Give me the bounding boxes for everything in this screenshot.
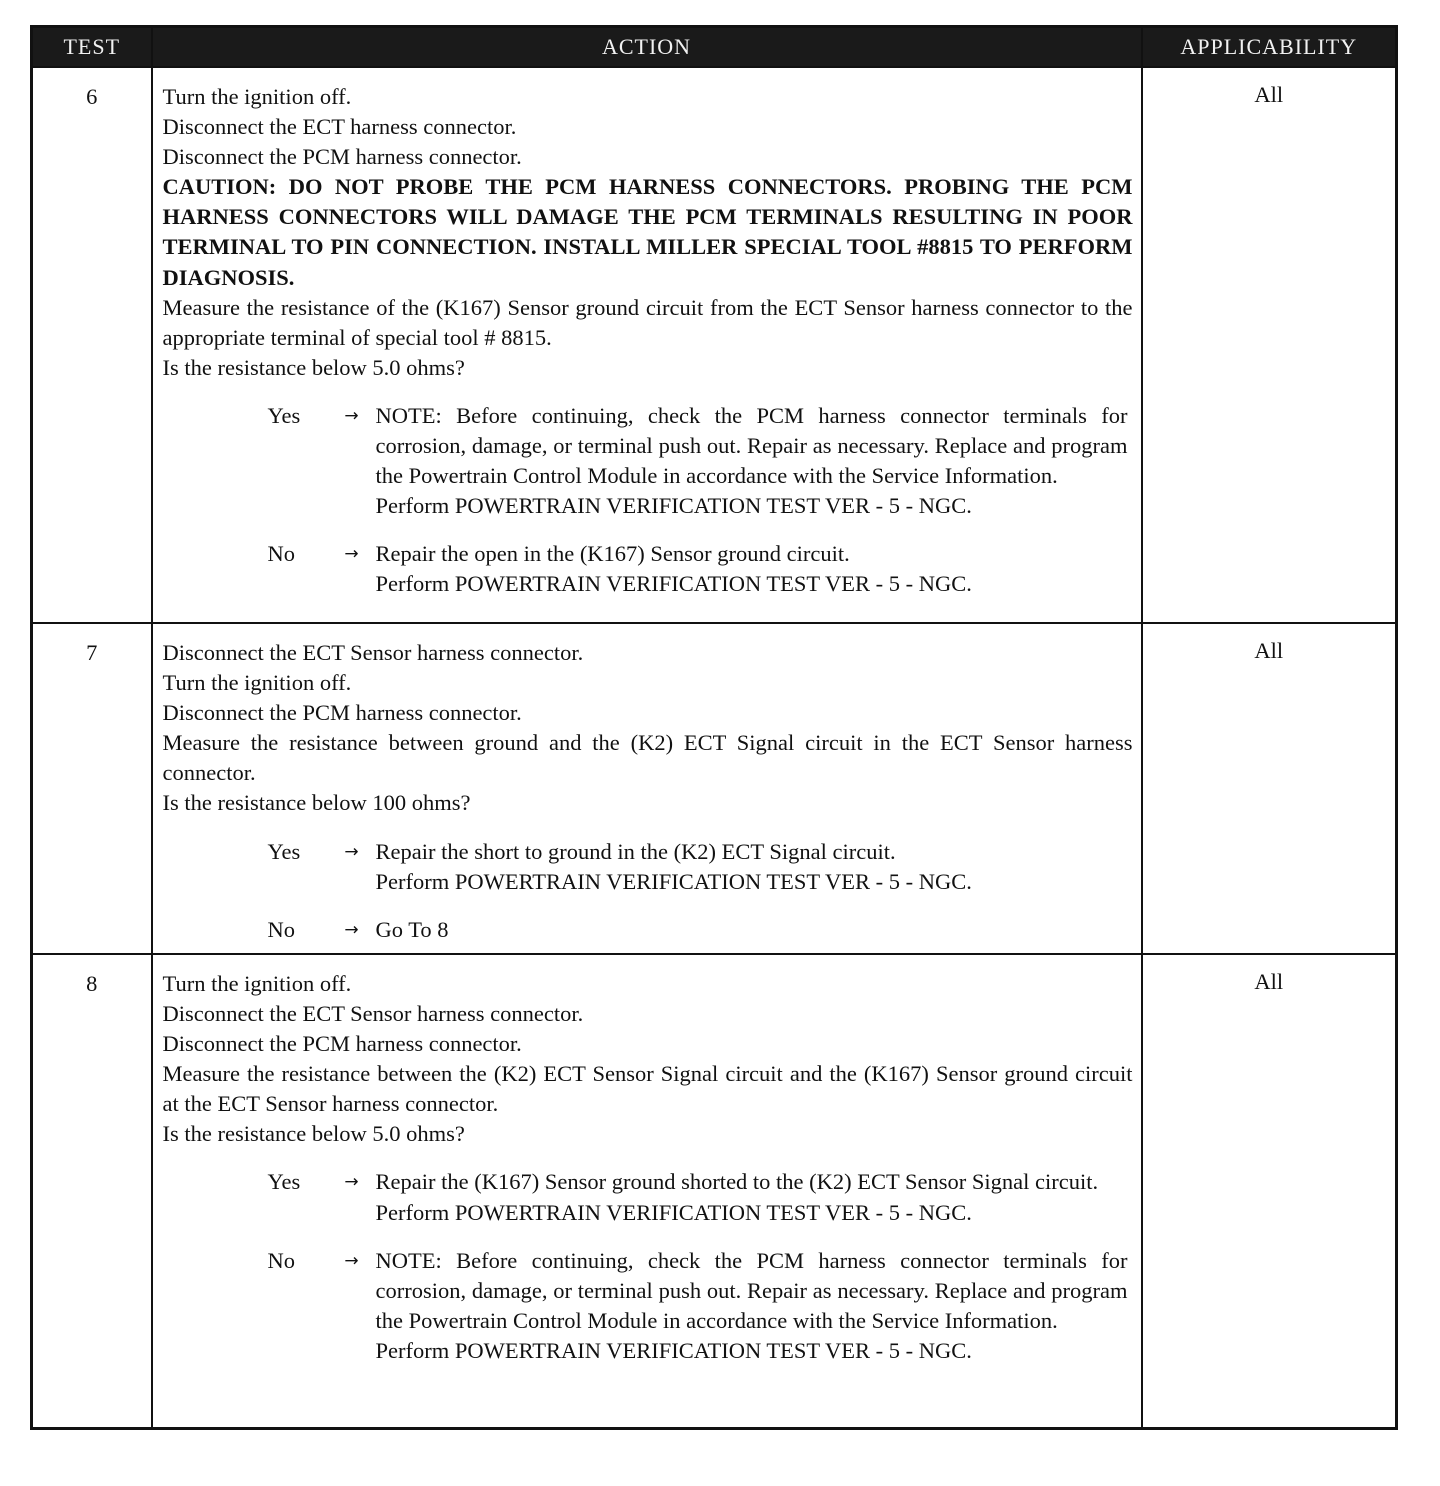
arrow-right-icon: → (344, 841, 359, 862)
arrow-right-icon: → (344, 405, 359, 426)
test-question: Is the resistance below 100 ohms? (162, 790, 471, 816)
result-label: Yes (267, 838, 301, 864)
action-step: Disconnect the PCM harness connector. (162, 144, 522, 170)
test-question: Is the resistance below 5.0 ohms? (162, 1121, 465, 1147)
result-text: NOTE: Before continuing, check the PCM harness connector terminals for corrosion, damage, or terminal push out. Repair as necessary. Replace and program the Powertrain Control Module in accordance with the Service Information. (375, 402, 1128, 489)
header-test: TEST (32, 27, 152, 68)
table-row-test-7 (32, 623, 1397, 954)
measure-instruction: Measure the resistance between the (K2) ECT Sensor Signal circuit and the (K167) Sensor ground circuit at the ECT Sensor harness connector. (162, 1061, 1133, 1117)
result-label: Yes (267, 402, 301, 428)
applicability-cell: All (1142, 954, 1397, 1429)
diagnostic-test-table-page (30, 25, 1395, 1430)
result-text: Repair the (K167) Sensor ground shorted to the (K2) ECT Sensor Signal circuit. (375, 1169, 1099, 1195)
result-no (163, 1246, 1133, 1366)
action-step: Disconnect the PCM harness connector. (162, 1031, 522, 1057)
result-yes (163, 837, 1133, 897)
result-goto: Go To 8 (375, 916, 449, 942)
diagnostic-test-table (30, 25, 1398, 1430)
action-step: Turn the ignition off. (162, 670, 352, 696)
action-step: Turn the ignition off. (162, 84, 352, 109)
action-step: Disconnect the ECT harness connector. (162, 114, 517, 140)
action-step: Disconnect the PCM harness connector. (162, 700, 522, 726)
header-action: ACTION (152, 27, 1142, 68)
arrow-right-icon: → (344, 919, 359, 940)
result-label: No (267, 916, 295, 942)
arrow-right-icon: → (344, 544, 359, 565)
arrow-right-icon: → (344, 1250, 359, 1271)
action-step: Disconnect the ECT Sensor harness connector. (162, 1000, 584, 1026)
action-cell (152, 954, 1142, 1429)
table-row-test-6 (32, 67, 1397, 623)
result-text: Repair the short to ground in the (K2) ECT Signal circuit. (375, 838, 896, 864)
result-perform: Perform POWERTRAIN VERIFICATION TEST VER - 5 - NGC. (375, 571, 972, 597)
action-cell (152, 67, 1142, 623)
action-step: Disconnect the ECT Sensor harness connector. (162, 640, 584, 665)
applicability-cell: All (1142, 67, 1397, 623)
result-perform: Perform POWERTRAIN VERIFICATION TEST VER - 5 - NGC. (375, 1199, 972, 1225)
test-number: 8 (32, 954, 152, 1429)
table-header-row (32, 27, 1397, 68)
result-label: No (267, 541, 295, 567)
applicability-cell: All (1142, 623, 1397, 954)
result-perform: Perform POWERTRAIN VERIFICATION TEST VER - 5 - NGC. (375, 493, 972, 519)
arrow-right-icon: → (344, 1172, 359, 1193)
result-label: No (267, 1247, 295, 1273)
table-row-test-8 (32, 954, 1397, 1429)
measure-instruction: Measure the resistance between ground and the (K2) ECT Signal circuit in the ECT Sensor harness connector. (162, 730, 1133, 786)
test-question: Is the resistance below 5.0 ohms? (162, 354, 465, 380)
result-yes (163, 401, 1133, 521)
result-no (163, 915, 1133, 945)
test-number: 7 (32, 623, 152, 954)
result-yes (163, 1167, 1133, 1227)
action-cell (152, 623, 1142, 954)
measure-instruction: Measure the resistance of the (K167) Sensor ground circuit from the ECT Sensor harness connector to the appropriate terminal of special tool # 8815. (162, 294, 1133, 350)
result-no (163, 539, 1133, 599)
test-number: 6 (32, 67, 152, 623)
result-perform: Perform POWERTRAIN VERIFICATION TEST VER - 5 - NGC. (375, 1337, 972, 1363)
result-text: Repair the open in the (K167) Sensor ground circuit. (375, 541, 850, 567)
result-label: Yes (267, 1169, 301, 1195)
header-applicability: APPLICABILITY (1142, 27, 1397, 68)
caution-text: CAUTION: DO NOT PROBE THE PCM HARNESS CONNECTORS. PROBING THE PCM HARNESS CONNECTORS WILL DAMAGE THE PCM TERMINALS RESULTING IN POOR TERMINAL TO PIN CONNECTION. INSTALL MILLER SPECIAL TOOL #8815 TO PERFORM DIAGNOSIS. (162, 174, 1133, 290)
result-text: NOTE: Before continuing, check the PCM harness connector terminals for corrosion, damage, or terminal push out. Repair as necessary. Replace and program the Powertrain Control Module in accordance with the Service Information. (375, 1247, 1128, 1333)
action-step: Turn the ignition off. (162, 970, 352, 996)
result-perform: Perform POWERTRAIN VERIFICATION TEST VER - 5 - NGC. (375, 868, 972, 894)
